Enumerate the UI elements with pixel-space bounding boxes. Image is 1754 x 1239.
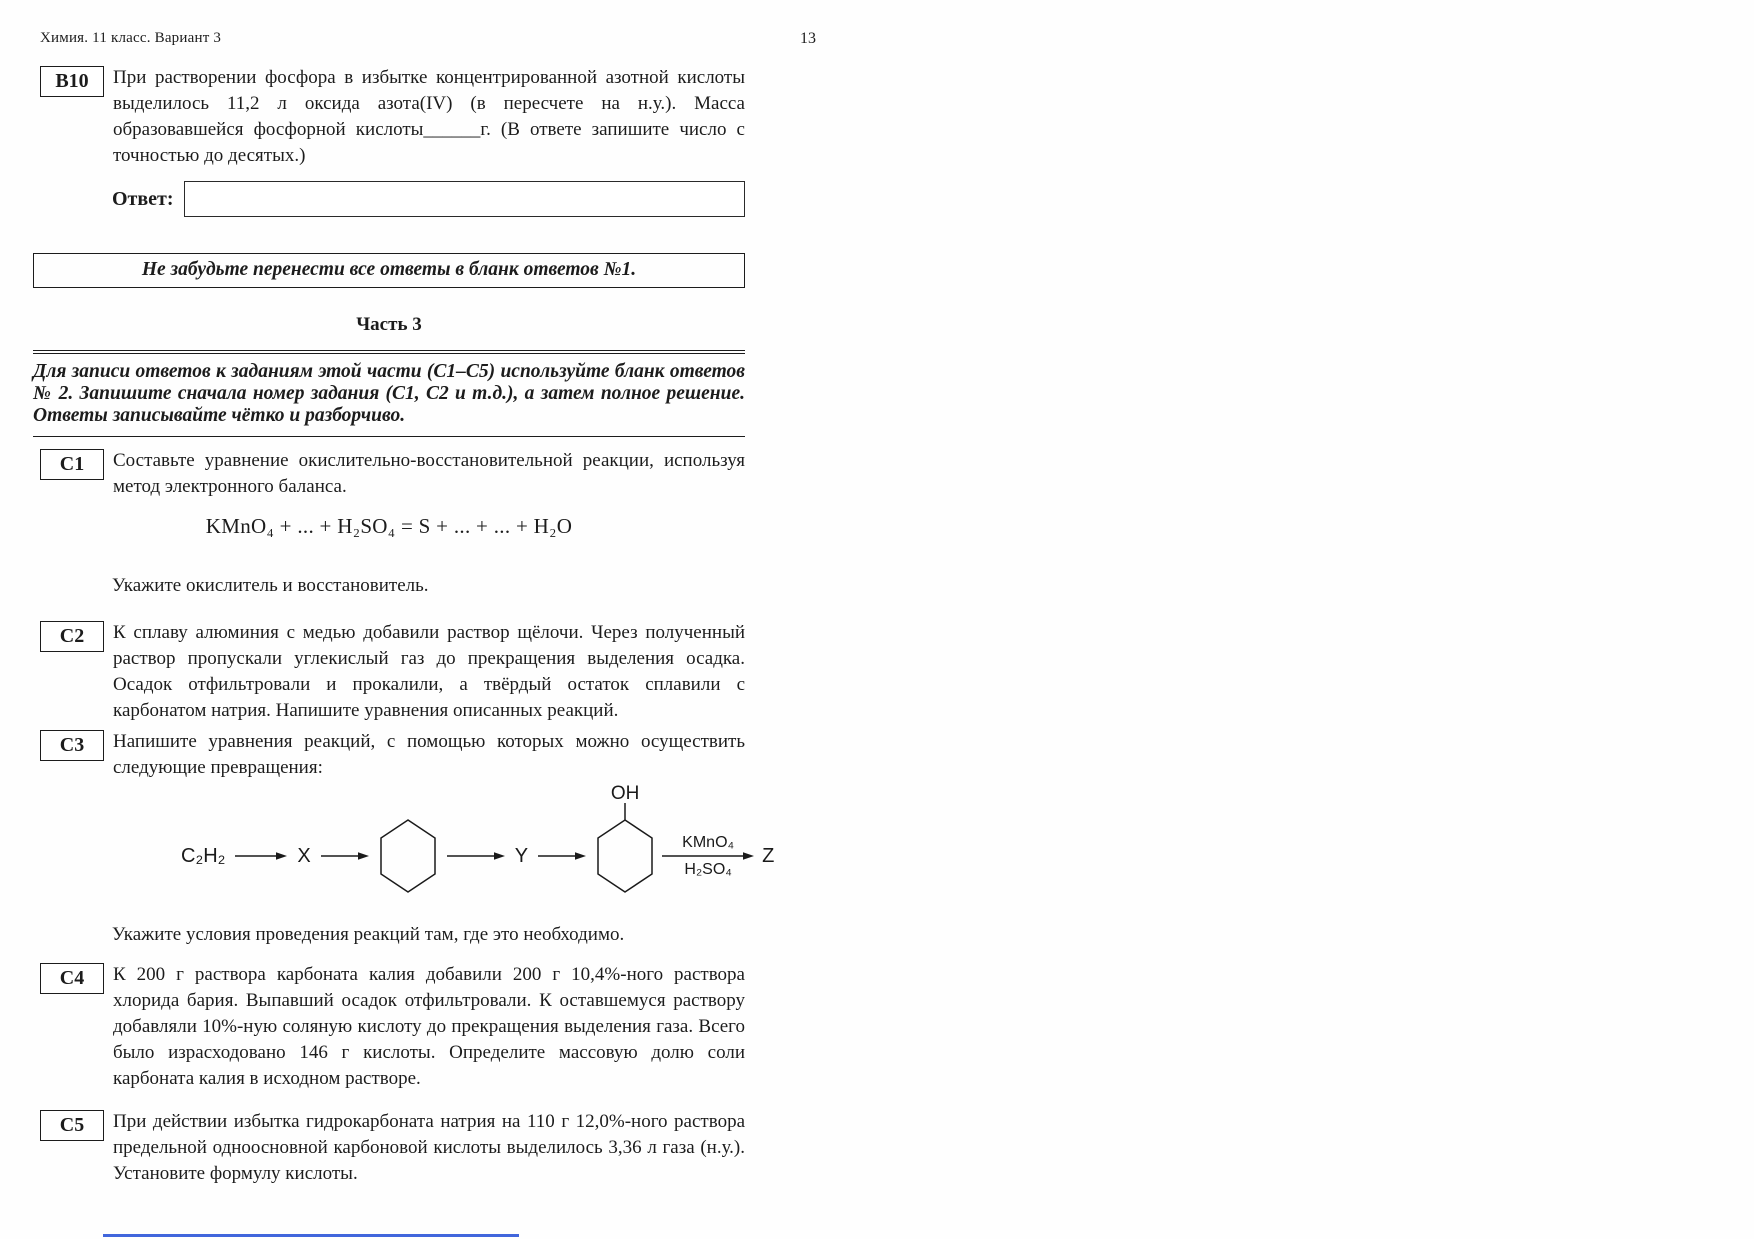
task-c5-text: При действии избытка гидрокарбоната натрия на 110 г 12,0%-ного раствора предельной одноосновной карбоновой кислоты выделилось 3,36 л газа (н.у.). Установите формулу кислоты. [113,1111,745,1184]
c1-equation: KMnO₄ + ... + H₂SO₄ = S + ... + ... + H₂O [205,514,573,538]
task-b10 [33,65,745,169]
scheme-x-label: X [297,844,311,867]
task-c2-text: К сплаву алюминия с медью добавили раствор щёлочи. Через полученный раствор пропускали углекислый газ до прекращения выделения осадка. Осадок отфильтровали и прокалили, а твёрдый остаток сплавили с карбонатом натрия. Напишите уравнения описанных реакций. [113,622,745,721]
reagent-top-label: KMnO₄ [682,834,735,851]
task-b10-text: При растворении фосфора в избытке концентрированной азотной кислоты выделилось 11,2 л оксида азота(IV) (в пересчете на н.у.). Масса образовавшейся фосфорной кислоты______г. (В ответе запишите число с точностью до десятых.) [113,67,745,166]
task-label-c5: С5 [40,1110,104,1141]
arrow-right-icon [662,851,754,861]
hexagon-ring-icon [597,819,653,893]
task-c5 [33,1109,745,1187]
task-c3 [33,729,745,781]
task-label-c2: С2 [40,621,104,652]
task-label-c4: С4 [40,963,104,994]
hydroxyl-group [597,784,653,820]
part3-title: Часть 3 [356,314,422,335]
task-c1 [33,448,745,500]
selection-artifact-line [103,1234,519,1237]
task-c2 [33,620,745,724]
part3-instruction-section [33,350,745,437]
task-c4-text: К 200 г раствора карбоната калия добавили 200 г 10,4%-ного раствора хлорида бария. Выпавший осадок отфильтровали. К оставшемуся раствору добавляли 10%-ную соляную кислоту до прекращения выделения газа. Всего было израсходовано 146 г кислоты. Определите массовую долю соли карбоната калия в исходном растворе. [113,964,745,1089]
task-c4 [33,962,745,1092]
task-label-b10: B10 [40,66,104,97]
reaction-scheme [176,783,775,895]
scheme-z-label: Z [762,844,775,867]
arrow-right-icon [538,851,586,861]
scheme-start-formula: C₂H₂ [181,844,226,867]
arrow-right-icon [321,851,369,861]
task-label-c3: С3 [40,730,104,761]
scheme-y-label: Y [514,844,529,867]
task-c1-text: Составьте уравнение окислительно-восстановительной реакции, используя метод электронного баланса. [113,450,745,497]
page-number: 13 [800,30,816,47]
arrow-right-icon [447,851,505,861]
reagent-arrow [662,834,754,878]
oh-label: OH [610,783,640,804]
task-label-c1: С1 [40,449,104,480]
cyclohexanol-structure [597,783,653,893]
arrow-right-icon [235,851,287,861]
reagent-bottom-label: H₂SO₄ [684,861,732,878]
answer-input[interactable] [184,181,745,217]
notice-text: Не забудьте перенести все ответы в бланк ответов №1. [141,259,637,280]
c3-followup: Укажите условия проведения реакций там, где это необходимо. [112,924,625,945]
notice-box [33,253,745,288]
cyclohexane-structure [380,819,436,893]
task-c3-text: Напишите уравнения реакций, с помощью которых можно осуществить следующие превращения: [113,731,745,778]
content-column [33,30,775,1187]
part3-instruction: Для записи ответов к заданиям этой части (С1–С5) используйте бланк ответов № 2. Запишите сначала номер задания (С1, С2 и т.д.), а затем полное решение. Ответы записывайте чётко и разборчиво. [33,361,745,426]
document-header: Химия. 11 класс. Вариант 3 [40,30,222,46]
answer-row [112,181,745,217]
bond-icon [623,803,627,820]
hexagon-ring-icon [380,819,436,893]
c1-followup: Укажите окислитель и восстановитель. [112,575,429,596]
answer-label: Ответ: [112,187,174,210]
